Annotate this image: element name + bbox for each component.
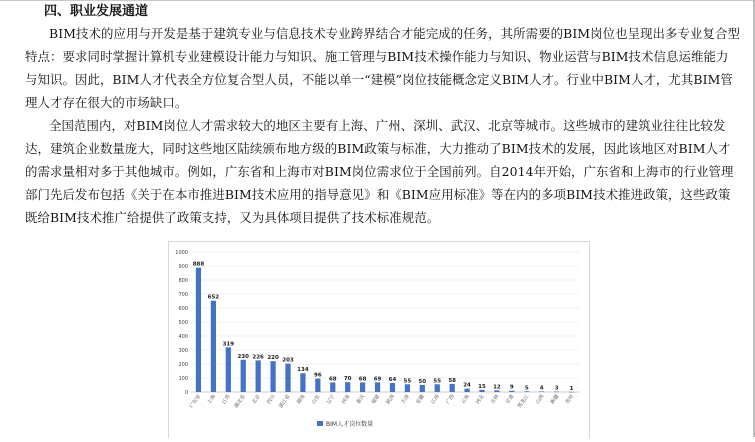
bar xyxy=(405,384,410,392)
data-label: 5 xyxy=(524,385,529,392)
data-label: 58 xyxy=(448,377,456,384)
data-label: 69 xyxy=(373,376,382,383)
chart-svg xyxy=(169,242,589,438)
y-tick-label: 600 xyxy=(178,306,188,312)
bar-chart xyxy=(168,241,590,438)
x-tick-label: 甘肃 xyxy=(504,393,516,406)
bar xyxy=(345,382,350,392)
y-tick-label: 500 xyxy=(178,320,188,326)
section-heading: 四、职业发展通道 xyxy=(44,4,149,19)
bar xyxy=(300,373,305,392)
paragraph-2: 全国范围内，对BIM岗位人才需求较大的地区主要有上海、广州、深圳、武汉、北京等城市。这些城市的建筑业往往比较发达，建筑企业数量庞大，同时这些地区陆续颁布地方级的BIM政策与标准，大力推动了BIM技术的发展，因此该地区对BIM人才的需求量相对多于其他城市。例如，广东省和上海市对BIM岗位需求位于全国前列。自2014年开始，广东省和上海市的行业管理部门先后发布包括《关于在本市推进BIM技术应用的指导意见》和《BIM应用标准》等在内的多项BIM技术推进政策，这些政策既给BIM技术推广给提供了政策支持，又为具体项目提供了技术标准规范。 xyxy=(25,118,734,225)
bar xyxy=(256,360,261,392)
data-label: 230 xyxy=(237,353,249,360)
data-label: 9 xyxy=(509,384,514,391)
x-tick-label: 安徽 xyxy=(415,393,426,406)
x-tick-label: 四川 xyxy=(266,393,277,406)
bar xyxy=(196,268,201,392)
y-tick-label: 700 xyxy=(178,292,188,298)
data-label: 15 xyxy=(478,383,486,390)
x-tick-label: 湖南 xyxy=(295,393,307,406)
y-tick-label: 400 xyxy=(178,334,188,340)
bar xyxy=(435,384,440,392)
bar xyxy=(375,382,380,392)
x-tick-label: 上海 xyxy=(206,393,218,406)
x-tick-label: 广西 xyxy=(445,393,456,406)
legend-swatch xyxy=(317,421,323,426)
x-tick-label: 吉林 xyxy=(489,393,501,406)
x-tick-label: 江苏 xyxy=(221,393,232,406)
x-tick-label: 重庆 xyxy=(355,393,367,406)
bar xyxy=(554,392,559,393)
bar xyxy=(285,364,290,392)
data-label: 319 xyxy=(222,341,235,348)
bar xyxy=(330,382,335,392)
x-tick-label: 福建 xyxy=(370,393,382,406)
bar xyxy=(539,391,544,392)
data-label: 70 xyxy=(343,376,352,383)
bar xyxy=(569,392,574,393)
x-tick-label: 山西 xyxy=(534,393,546,406)
bar xyxy=(479,390,484,392)
x-tick-label: 新疆 xyxy=(549,393,561,406)
data-label: 55 xyxy=(403,378,412,385)
data-label: 50 xyxy=(418,379,427,385)
x-tick-label: 江西 xyxy=(430,393,441,406)
data-label: 888 xyxy=(192,261,205,268)
data-label: 1 xyxy=(569,385,574,392)
x-tick-label: 湖北省 xyxy=(233,393,247,410)
y-tick-label: 200 xyxy=(178,362,188,368)
bar xyxy=(420,385,425,392)
data-label: 3 xyxy=(554,385,559,392)
x-tick-label: 天津 xyxy=(400,393,412,406)
bar xyxy=(360,382,365,392)
x-tick-label: 浙江省 xyxy=(278,393,292,410)
x-tick-label: 陕西 xyxy=(385,393,397,406)
data-label: 68 xyxy=(328,376,337,383)
y-tick-label: 0 xyxy=(184,390,188,396)
bar xyxy=(315,379,320,392)
x-tick-label: 山东 xyxy=(310,393,322,406)
data-label: 55 xyxy=(433,378,442,385)
bar xyxy=(241,360,246,392)
y-tick-label: 800 xyxy=(178,278,188,284)
x-tick-label: 云南 xyxy=(460,393,471,406)
document-body xyxy=(25,2,740,229)
y-tick-label: 900 xyxy=(178,264,188,270)
y-tick-label: 100 xyxy=(178,376,188,382)
x-tick-label: 广东省 xyxy=(188,393,203,410)
x-tick-label: 北京 xyxy=(251,393,262,406)
page-top-border xyxy=(0,0,755,1)
x-tick-label: 辽宁 xyxy=(325,393,337,406)
data-label: 220 xyxy=(267,355,279,362)
bar xyxy=(464,389,469,392)
y-tick-label: 300 xyxy=(178,348,188,354)
bar xyxy=(390,383,395,392)
bar xyxy=(509,391,514,392)
bar xyxy=(226,347,231,392)
bar xyxy=(211,301,216,392)
x-tick-label: 贵州 xyxy=(564,393,576,406)
bar xyxy=(270,361,275,392)
paragraph-1: BIM技术的应用与开发是基于建筑专业与信息技术专业跨界结合才能完成的任务，其所需要的BIM岗位也呈现出多专业复合型特点：要求同时掌握计算机专业建模设计能力与知识、施工管理与BIM技术操作能力与知识、物业运营与BIM技术信息运维能力与知识。因此，BIM人才代表全方位复合型人员，不能以单一“建模”岗位技能概念定义BIM人才。行业中BIM人才，尤其BIM管理人才存在很大的市场缺口。 xyxy=(25,26,740,110)
data-label: 4 xyxy=(539,385,544,392)
data-label: 96 xyxy=(314,372,322,379)
bar xyxy=(494,390,499,392)
x-tick-label: 黑龙江 xyxy=(516,393,531,410)
bar xyxy=(524,391,529,392)
data-label: 64 xyxy=(388,377,397,384)
x-tick-label: 河南 xyxy=(340,393,352,406)
x-tick-label: 河北 xyxy=(474,393,486,406)
data-label: 24 xyxy=(463,382,471,389)
bar xyxy=(450,384,455,392)
data-label: 226 xyxy=(252,354,264,361)
data-label: 203 xyxy=(282,357,294,364)
data-label: 134 xyxy=(297,367,309,374)
data-label: 652 xyxy=(207,294,220,301)
legend-label: BIM人才岗位数量 xyxy=(326,421,374,428)
data-label: 68 xyxy=(358,376,367,383)
data-label: 12 xyxy=(493,384,501,391)
y-tick-label: 1000 xyxy=(175,250,188,256)
